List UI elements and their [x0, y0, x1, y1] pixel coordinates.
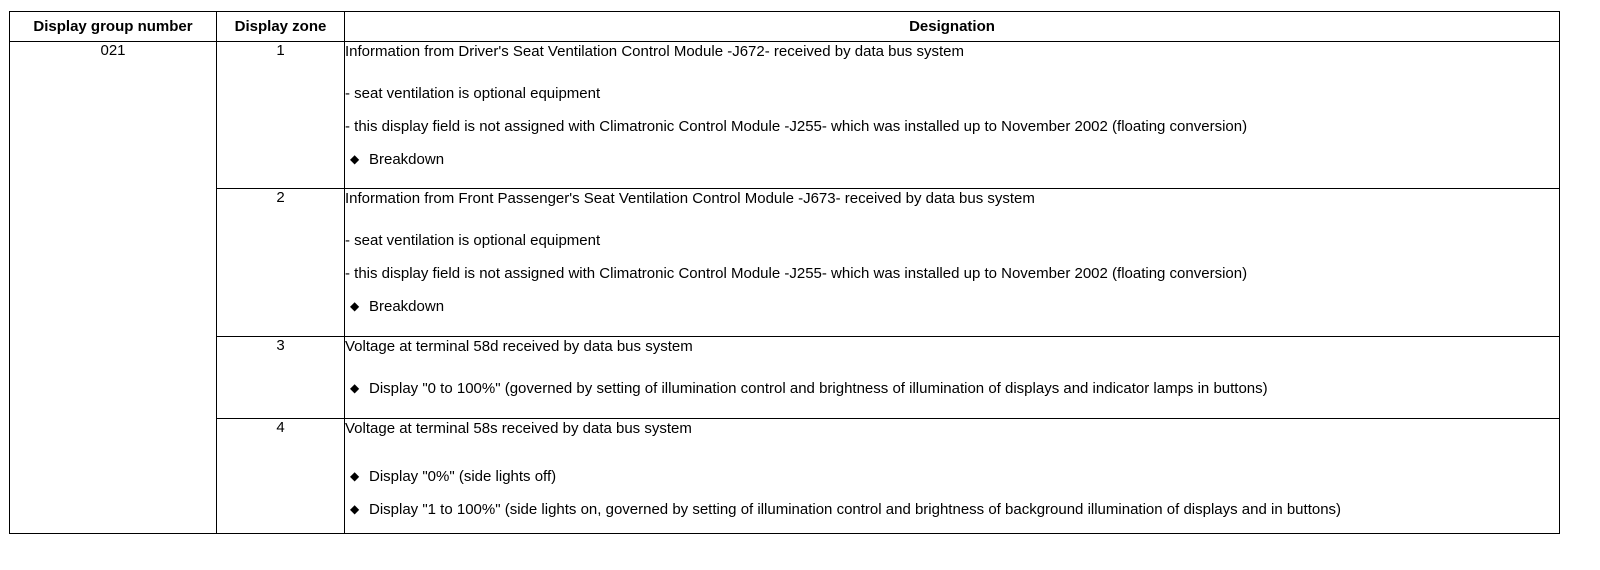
header-display-zone: Display zone	[217, 12, 345, 42]
table-header-row	[10, 12, 1560, 42]
designation-note: - seat ventilation is optional equipment	[345, 232, 601, 249]
designation-title: Voltage at terminal 58s received by data bus system	[345, 420, 692, 437]
zone-cell: 4	[217, 419, 345, 534]
diamond-bullet-icon: ◆	[350, 381, 360, 395]
diamond-bullet-icon: ◆	[350, 502, 360, 516]
group-number-cell: 021	[10, 42, 217, 534]
designation-bullet-item	[345, 467, 1559, 500]
zone-cell: 1	[217, 42, 345, 189]
zone-cell: 2	[217, 189, 345, 337]
table-row	[10, 189, 1560, 337]
table-row	[10, 419, 1560, 534]
designation-bullet-item	[345, 379, 1559, 412]
designation-bullet-item	[345, 500, 1559, 533]
designation-note: - seat ventilation is optional equipment	[345, 85, 601, 102]
bullet-text: Breakdown	[369, 298, 445, 315]
designation-cell	[345, 337, 1560, 419]
designation-cell	[345, 42, 1560, 189]
designation-note: - this display field is not assigned with Climatronic Control Module -J255- which was installed up to November 2002 (floating conversion)	[345, 118, 1248, 135]
bullet-text: Display "0%" (side lights off)	[369, 468, 557, 485]
diamond-bullet-icon: ◆	[350, 299, 360, 313]
zone-cell: 3	[217, 337, 345, 419]
designation-title: Voltage at terminal 58d received by data bus system	[345, 338, 693, 355]
bullet-text: Display "1 to 100%" (side lights on, governed by setting of illumination control and brightness of background illumination of displays and in buttons)	[369, 501, 1342, 518]
designation-note: - this display field is not assigned with Climatronic Control Module -J255- which was installed up to November 2002 (floating conversion)	[345, 265, 1248, 282]
designation-bullet-item	[345, 297, 1559, 330]
designation-cell	[345, 189, 1560, 337]
designation-cell	[345, 419, 1560, 534]
table-row	[10, 337, 1560, 419]
display-groups-table	[9, 11, 1560, 534]
diamond-bullet-icon: ◆	[350, 152, 360, 166]
diamond-bullet-icon: ◆	[350, 469, 360, 483]
table-row	[10, 42, 1560, 189]
header-designation: Designation	[345, 12, 1560, 42]
designation-title: Information from Front Passenger's Seat Ventilation Control Module -J673- received by data bus system	[345, 190, 1035, 207]
header-display-group-number: Display group number	[10, 12, 217, 42]
table-body	[10, 42, 1560, 534]
bullet-text: Display "0 to 100%" (governed by setting of illumination control and brightness of illumination of displays and indicator lamps in buttons)	[369, 380, 1268, 397]
designation-title: Information from Driver's Seat Ventilation Control Module -J672- received by data bus system	[345, 43, 964, 60]
bullet-text: Breakdown	[369, 151, 445, 168]
designation-bullet-item	[345, 150, 1559, 183]
